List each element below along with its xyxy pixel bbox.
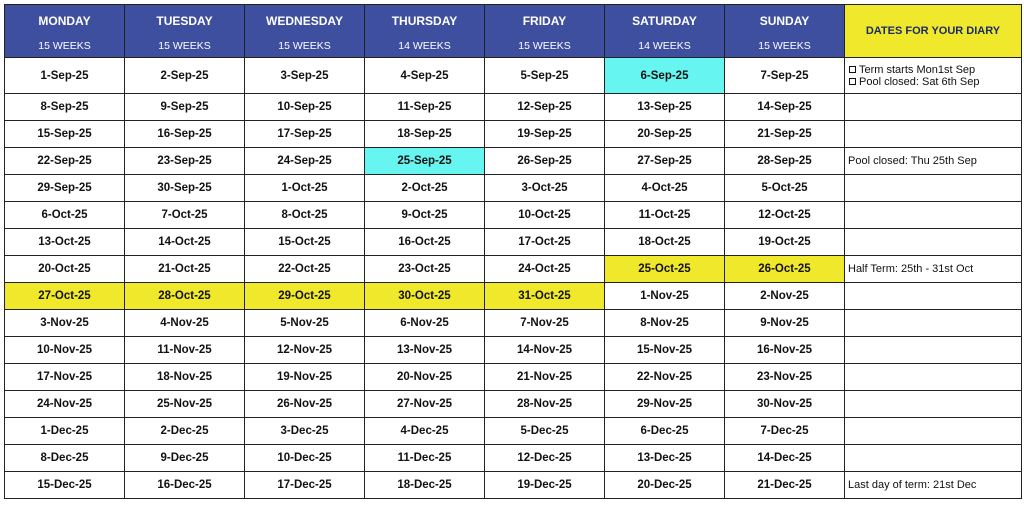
date-cell: 29-Nov-25 — [605, 391, 725, 418]
table-row — [5, 148, 1022, 175]
day-name: FRIDAY — [522, 14, 567, 28]
date-cell: 28-Oct-25 — [125, 283, 245, 310]
date-cell: 25-Sep-25 — [365, 148, 485, 175]
date-cell: 4-Sep-25 — [365, 58, 485, 94]
diary-note-line — [848, 64, 1021, 76]
table-row — [5, 283, 1022, 310]
date-cell: 19-Nov-25 — [245, 364, 365, 391]
diary-note-cell — [845, 148, 1022, 175]
date-cell: 26-Oct-25 — [725, 256, 845, 283]
date-cell: 17-Nov-25 — [5, 364, 125, 391]
date-cell: 13-Nov-25 — [365, 337, 485, 364]
date-cell: 27-Nov-25 — [365, 391, 485, 418]
date-cell: 18-Oct-25 — [605, 229, 725, 256]
header-thursday — [365, 5, 485, 58]
table-row — [5, 337, 1022, 364]
date-cell: 12-Dec-25 — [485, 445, 605, 472]
date-cell: 4-Dec-25 — [365, 418, 485, 445]
date-cell: 15-Nov-25 — [605, 337, 725, 364]
date-cell: 14-Sep-25 — [725, 94, 845, 121]
weeks-count: 15 WEEKS — [158, 40, 211, 52]
date-cell: 26-Nov-25 — [245, 391, 365, 418]
date-cell: 30-Sep-25 — [125, 175, 245, 202]
table-row — [5, 94, 1022, 121]
day-name: SUNDAY — [759, 14, 810, 28]
table-row — [5, 310, 1022, 337]
date-cell: 21-Dec-25 — [725, 472, 845, 499]
header-friday — [485, 5, 605, 58]
date-cell: 29-Sep-25 — [5, 175, 125, 202]
date-cell: 5-Oct-25 — [725, 175, 845, 202]
weeks-count: 15 WEEKS — [758, 40, 811, 52]
date-cell: 11-Nov-25 — [125, 337, 245, 364]
date-cell: 17-Dec-25 — [245, 472, 365, 499]
date-cell: 19-Oct-25 — [725, 229, 845, 256]
diary-note-text: Pool closed: Sat 6th Sep — [859, 75, 980, 88]
table-row — [5, 229, 1022, 256]
diary-note-text: Term starts Mon1st Sep — [859, 63, 976, 76]
date-cell: 24-Nov-25 — [5, 391, 125, 418]
date-cell: 16-Dec-25 — [125, 472, 245, 499]
date-cell: 5-Dec-25 — [485, 418, 605, 445]
diary-header: DATES FOR YOUR DIARY — [845, 5, 1022, 58]
date-cell: 9-Nov-25 — [725, 310, 845, 337]
date-cell: 10-Dec-25 — [245, 445, 365, 472]
date-cell: 1-Sep-25 — [5, 58, 125, 94]
date-cell: 17-Sep-25 — [245, 121, 365, 148]
date-cell: 29-Oct-25 — [245, 283, 365, 310]
date-cell: 2-Nov-25 — [725, 283, 845, 310]
date-cell: 12-Sep-25 — [485, 94, 605, 121]
table-row — [5, 472, 1022, 499]
date-cell: 4-Nov-25 — [125, 310, 245, 337]
date-cell: 14-Nov-25 — [485, 337, 605, 364]
diary-note-cell — [845, 364, 1022, 391]
diary-note-cell — [845, 121, 1022, 148]
date-cell: 8-Sep-25 — [5, 94, 125, 121]
date-cell: 24-Sep-25 — [245, 148, 365, 175]
diary-note-line — [848, 155, 1021, 167]
weeks-count: 15 WEEKS — [518, 40, 571, 52]
calendar-table — [4, 4, 1022, 499]
date-cell: 6-Sep-25 — [605, 58, 725, 94]
weeks-count: 15 WEEKS — [38, 40, 91, 52]
table-row — [5, 391, 1022, 418]
diary-note-text: Pool closed: Thu 25th Sep — [848, 155, 977, 167]
date-cell: 10-Sep-25 — [245, 94, 365, 121]
diary-note-cell — [845, 472, 1022, 499]
date-cell: 3-Nov-25 — [5, 310, 125, 337]
date-cell: 13-Sep-25 — [605, 94, 725, 121]
header-tuesday — [125, 5, 245, 58]
date-cell: 22-Nov-25 — [605, 364, 725, 391]
date-cell: 7-Oct-25 — [125, 202, 245, 229]
day-name: WEDNESDAY — [266, 14, 343, 28]
date-cell: 23-Oct-25 — [365, 256, 485, 283]
diary-note-cell — [845, 256, 1022, 283]
date-cell: 6-Dec-25 — [605, 418, 725, 445]
calendar-body — [5, 58, 1022, 499]
date-cell: 14-Oct-25 — [125, 229, 245, 256]
date-cell: 10-Oct-25 — [485, 202, 605, 229]
date-cell: 7-Sep-25 — [725, 58, 845, 94]
diary-note-cell — [845, 229, 1022, 256]
date-cell: 1-Nov-25 — [605, 283, 725, 310]
date-cell: 18-Dec-25 — [365, 472, 485, 499]
date-cell: 2-Oct-25 — [365, 175, 485, 202]
date-cell: 20-Oct-25 — [5, 256, 125, 283]
date-cell: 19-Sep-25 — [485, 121, 605, 148]
date-cell: 20-Nov-25 — [365, 364, 485, 391]
diary-note-text: Half Term: 25th - 31st Oct — [848, 263, 974, 275]
header-row — [5, 5, 1022, 58]
date-cell: 16-Nov-25 — [725, 337, 845, 364]
bullet-icon — [849, 66, 856, 73]
date-cell: 10-Nov-25 — [5, 337, 125, 364]
date-cell: 27-Sep-25 — [605, 148, 725, 175]
date-cell: 16-Sep-25 — [125, 121, 245, 148]
date-cell: 2-Sep-25 — [125, 58, 245, 94]
day-name: TUESDAY — [156, 14, 213, 28]
date-cell: 23-Sep-25 — [125, 148, 245, 175]
date-cell: 27-Oct-25 — [5, 283, 125, 310]
date-cell: 18-Nov-25 — [125, 364, 245, 391]
table-row — [5, 202, 1022, 229]
date-cell: 5-Sep-25 — [485, 58, 605, 94]
diary-note-cell — [845, 391, 1022, 418]
day-name: SATURDAY — [632, 14, 697, 28]
date-cell: 18-Sep-25 — [365, 121, 485, 148]
date-cell: 16-Oct-25 — [365, 229, 485, 256]
date-cell: 21-Nov-25 — [485, 364, 605, 391]
date-cell: 25-Oct-25 — [605, 256, 725, 283]
date-cell: 15-Oct-25 — [245, 229, 365, 256]
date-cell: 13-Oct-25 — [5, 229, 125, 256]
date-cell: 28-Nov-25 — [485, 391, 605, 418]
date-cell: 6-Oct-25 — [5, 202, 125, 229]
table-row — [5, 445, 1022, 472]
term-calendar — [4, 4, 1022, 499]
date-cell: 3-Sep-25 — [245, 58, 365, 94]
table-row — [5, 175, 1022, 202]
date-cell: 22-Oct-25 — [245, 256, 365, 283]
header-sunday — [725, 5, 845, 58]
day-name: MONDAY — [38, 14, 91, 28]
diary-note-line — [848, 76, 1021, 88]
diary-note-cell — [845, 445, 1022, 472]
date-cell: 25-Nov-25 — [125, 391, 245, 418]
date-cell: 9-Oct-25 — [365, 202, 485, 229]
diary-note-cell — [845, 175, 1022, 202]
weeks-count: 14 WEEKS — [638, 40, 691, 52]
date-cell: 12-Nov-25 — [245, 337, 365, 364]
date-cell: 23-Nov-25 — [725, 364, 845, 391]
table-row — [5, 58, 1022, 94]
date-cell: 11-Dec-25 — [365, 445, 485, 472]
date-cell: 8-Dec-25 — [5, 445, 125, 472]
date-cell: 6-Nov-25 — [365, 310, 485, 337]
diary-note-cell — [845, 94, 1022, 121]
date-cell: 19-Dec-25 — [485, 472, 605, 499]
date-cell: 3-Oct-25 — [485, 175, 605, 202]
diary-note-line — [848, 263, 1021, 275]
table-row — [5, 256, 1022, 283]
weeks-count: 15 WEEKS — [278, 40, 331, 52]
date-cell: 24-Oct-25 — [485, 256, 605, 283]
date-cell: 15-Dec-25 — [5, 472, 125, 499]
date-cell: 9-Dec-25 — [125, 445, 245, 472]
date-cell: 7-Dec-25 — [725, 418, 845, 445]
date-cell: 14-Dec-25 — [725, 445, 845, 472]
header-saturday — [605, 5, 725, 58]
date-cell: 12-Oct-25 — [725, 202, 845, 229]
date-cell: 21-Oct-25 — [125, 256, 245, 283]
date-cell: 26-Sep-25 — [485, 148, 605, 175]
date-cell: 4-Oct-25 — [605, 175, 725, 202]
diary-note-cell — [845, 58, 1022, 94]
diary-note-cell — [845, 337, 1022, 364]
bullet-icon — [849, 78, 856, 85]
table-row — [5, 418, 1022, 445]
date-cell: 15-Sep-25 — [5, 121, 125, 148]
diary-note-cell — [845, 283, 1022, 310]
date-cell: 20-Dec-25 — [605, 472, 725, 499]
diary-note-cell — [845, 202, 1022, 229]
date-cell: 31-Oct-25 — [485, 283, 605, 310]
weeks-count: 14 WEEKS — [398, 40, 451, 52]
day-name: THURSDAY — [391, 14, 458, 28]
date-cell: 5-Nov-25 — [245, 310, 365, 337]
date-cell: 2-Dec-25 — [125, 418, 245, 445]
date-cell: 22-Sep-25 — [5, 148, 125, 175]
date-cell: 20-Sep-25 — [605, 121, 725, 148]
date-cell: 9-Sep-25 — [125, 94, 245, 121]
diary-note-text: Last day of term: 21st Dec — [848, 479, 977, 491]
date-cell: 8-Nov-25 — [605, 310, 725, 337]
header-wednesday — [245, 5, 365, 58]
table-row — [5, 121, 1022, 148]
diary-note-cell — [845, 310, 1022, 337]
date-cell: 30-Nov-25 — [725, 391, 845, 418]
date-cell: 28-Sep-25 — [725, 148, 845, 175]
date-cell: 30-Oct-25 — [365, 283, 485, 310]
date-cell: 8-Oct-25 — [245, 202, 365, 229]
date-cell: 17-Oct-25 — [485, 229, 605, 256]
date-cell: 7-Nov-25 — [485, 310, 605, 337]
date-cell: 1-Dec-25 — [5, 418, 125, 445]
diary-note-line — [848, 479, 1021, 491]
date-cell: 1-Oct-25 — [245, 175, 365, 202]
date-cell: 21-Sep-25 — [725, 121, 845, 148]
date-cell: 3-Dec-25 — [245, 418, 365, 445]
date-cell: 13-Dec-25 — [605, 445, 725, 472]
date-cell: 11-Sep-25 — [365, 94, 485, 121]
table-row — [5, 364, 1022, 391]
diary-note-cell — [845, 418, 1022, 445]
header-monday — [5, 5, 125, 58]
date-cell: 11-Oct-25 — [605, 202, 725, 229]
